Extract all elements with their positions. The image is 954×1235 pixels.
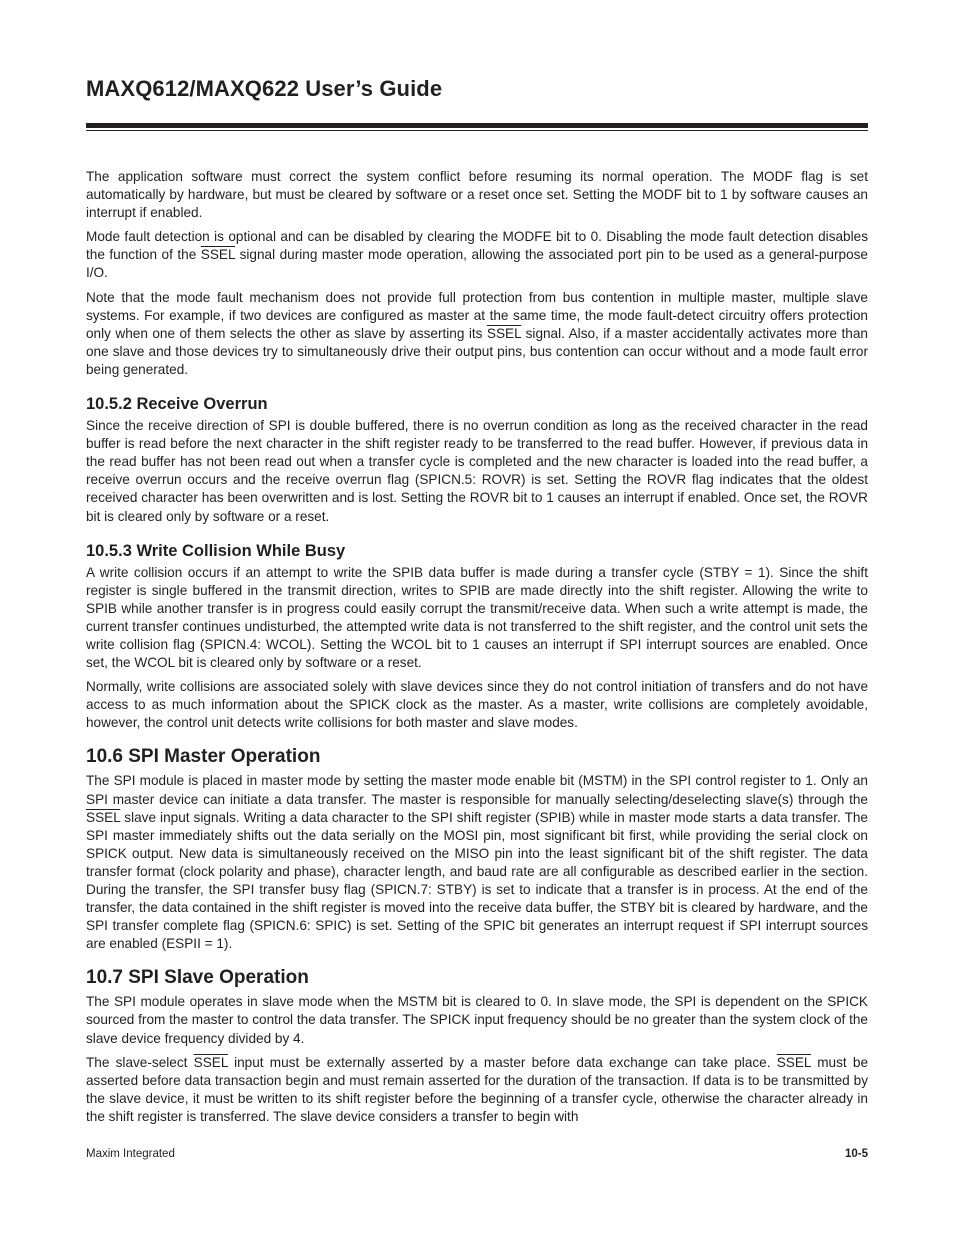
section-heading-slave-operation: 10.7 SPI Slave Operation	[86, 967, 309, 989]
document-body	[86, 168, 868, 1132]
footer-company: Maxim Integrated	[86, 1148, 175, 1160]
header-rule-thick	[86, 123, 868, 128]
paragraph: Since the receive direction of SPI is double buffered, there is no overrun condition as long as the received character in the read buffer is read before the next character in the shift register ready to be transferred to the read buffer. However, if previous data in the read buffer has not been read out when a transfer cycle is completed and the new character is loaded into the read buffer, a receive overrun occurs and the receive overrun flag (SPICN.5: ROVR) is set. Setting the ROVR flag indicates that the oldest received character has been overwritten and is lost. Setting the ROVR bit to 1 causes an interrupt if enabled. Once set, the ROVR bit is cleared only by software or a reset.	[86, 418, 868, 524]
header-rule-thin	[86, 130, 868, 131]
footer-page-number: 10-5	[844, 1148, 868, 1160]
ssel-signal: SSEL	[200, 247, 236, 263]
ssel-signal: SSEL	[776, 1054, 811, 1070]
section-heading-master-operation: 10.6 SPI Master Operation	[86, 746, 321, 768]
paragraph: The slave-select SSEL input must be externally asserted by a master before data exchange can take place. SSEL must be asserted before data transaction begin and must remain asserted for the duration of the transaction. If data is to be transmitted by the slave device, it must be written to its shift register before the beginning of a transfer cycle, otherwise the character already in the shift register is transferred. The slave device considers a transfer to begin with	[86, 1054, 869, 1124]
section-heading-receive-overrun: 10.5.2 Receive Overrun	[86, 395, 268, 414]
paragraph: Note that the mode fault mechanism does not provide full protection from bus contention in multiple master, multiple slave systems. For example, if two devices are configured as master at the same time, the mode fault-detect circuitry offers protection only when one of them selects the other as slave by asserting its SSEL signal. Also, if a master accidentally activates more than one slave and those devices try to simultaneously drive their output pins, bus contention can occur without and a mode fault error being generated.	[86, 289, 868, 377]
ssel-signal: SSEL	[486, 325, 522, 341]
ssel-signal: SSEL	[193, 1054, 228, 1070]
section-heading-write-collision: 10.5.3 Write Collision While Busy	[86, 541, 346, 560]
ssel-signal: SSEL	[86, 809, 121, 825]
paragraph: The application software must correct the system conflict before resuming its normal operation. The MODF flag is set automatically by hardware, but must be cleared by software or a reset once set. Setting the MODF bit to 1 by software causes an interrupt if enabled.	[86, 169, 868, 221]
paragraph: A write collision occurs if an attempt to write the SPIB data buffer is made during a transfer cycle (STBY = 1). Since the shift register is single buffered in the transmit direction, writes to SPIB are made directly into the shift register. Allowing the write to SPIB while another transfer is in progress could easily corrupt the transmit/receive data. When such a write attempt is made, the current transfer continues undisturbed, the attempted write data is not transferred to the shift register, and the control unit sets the write collision flag (SPICN.4: WCOL). Setting the WCOL bit to 1 causes an interrupt if SPI interrupt sources are enabled. Once set, the WCOL bit is cleared only by software or a reset.	[86, 564, 868, 671]
paragraph: The SPI module is placed in master mode by setting the master mode enable bit (MSTM) in the SPI control register to 1. Only an SPI master device can initiate a data transfer. The master is responsible for manually selecting/deselecting slave(s) through the SSEL slave input signals. Writing a data character to the SPI shift register (SPIB) while in master mode starts a data transfer. The SPI master immediately shifts out the data serially on the MOSI pin, most significant bit first, while providing the serial clock on SPICK output. New data is simultaneously received on the MISO pin into the least significant bit of the shift register. The data transfer format (clock polarity and phase), character length, and baud rate are all configurable as described earlier in the section. During the transfer, the SPI transfer busy flag (SPICN.7: STBY) is set to indicate that a transfer is in process. At the end of the transfer, the data contained in the shift register is moved into the receive data buffer, the STBY bit is cleared by hardware, and the SPI transfer complete flag (SPICN.6: SPIC) is set. Setting of the SPIC bit generates an interrupt request if SPI interrupt sources are enabled (ESPII = 1).	[86, 773, 868, 952]
paragraph: Normally, write collisions are associated solely with slave devices since they do not control initiation of transfers and do not have access to as much information about the SPICK clock as the master. As a master, write collisions are completely avoidable, however, the control unit detects write collisions for both master and slave modes.	[86, 679, 868, 731]
paragraph: Mode fault detection is optional and can be disabled by clearing the MODFE bit to 0. Disabling the mode fault detection disables the function of the SSEL signal during master mode operation, allowing the associated port pin to be used as a general-purpose I/O.	[86, 229, 868, 281]
page-title: MAXQ612/MAXQ622 User’s Guide	[86, 76, 443, 101]
paragraph: The SPI module operates in slave mode when the MSTM bit is cleared to 0. In slave mode, the SPI is dependent on the SPICK sourced from the master to control the data transfer. The SPICK input frequency should be no greater than the system clock of the slave device frequency divided by 4.	[86, 994, 868, 1046]
